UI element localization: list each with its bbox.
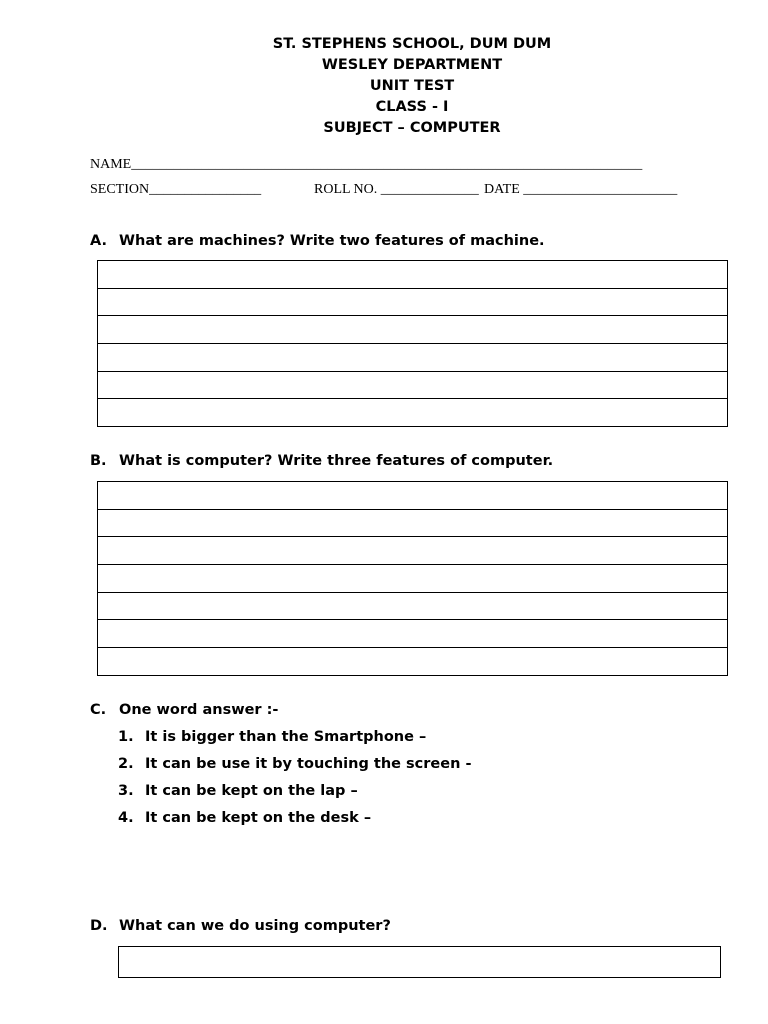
department-name: WESLEY DEPARTMENT bbox=[321, 57, 503, 73]
answer-line[interactable] bbox=[98, 509, 728, 537]
section-field[interactable]: SECTION________________ bbox=[90, 182, 262, 197]
answer-line[interactable] bbox=[98, 344, 728, 372]
answer-line-cell[interactable] bbox=[98, 592, 728, 620]
question-c bbox=[90, 702, 278, 718]
answer-line[interactable] bbox=[98, 316, 728, 344]
question-d-text: What can we do using computer? bbox=[119, 918, 391, 934]
question-b-text: What is computer? Write three features of computer. bbox=[119, 453, 554, 469]
answer-line[interactable] bbox=[98, 371, 728, 399]
date-field[interactable]: DATE ______________________ bbox=[484, 182, 678, 197]
roll-no-field[interactable]: ROLL NO. ______________ bbox=[314, 182, 479, 197]
subject-label: SUBJECT – COMPUTER bbox=[323, 120, 501, 136]
question-c-text: One word answer :- bbox=[119, 702, 279, 718]
question-b bbox=[90, 453, 553, 469]
question-a-text: What are machines? Write two features of machine. bbox=[119, 233, 545, 249]
question-d bbox=[90, 918, 391, 934]
answer-line[interactable] bbox=[98, 399, 728, 427]
answer-lines-b[interactable] bbox=[97, 481, 728, 676]
answer-line[interactable] bbox=[98, 288, 728, 316]
class-label: CLASS - I bbox=[375, 99, 449, 115]
answer-box-d[interactable] bbox=[118, 946, 721, 978]
question-d-letter: D. bbox=[90, 918, 108, 934]
answer-line-cell[interactable] bbox=[98, 261, 728, 289]
answer-line[interactable] bbox=[98, 648, 728, 676]
item-number: 4. bbox=[118, 810, 134, 826]
answer-line-cell[interactable] bbox=[98, 620, 728, 648]
answer-line[interactable] bbox=[98, 537, 728, 565]
answer-line[interactable] bbox=[98, 565, 728, 593]
item-text: It can be kept on the lap – bbox=[145, 783, 358, 799]
question-a bbox=[90, 233, 545, 249]
question-a-letter: A. bbox=[90, 233, 107, 249]
answer-line-cell[interactable] bbox=[98, 344, 728, 372]
answer-line-cell[interactable] bbox=[98, 648, 728, 676]
item-text: It can be use it by touching the screen - bbox=[145, 756, 472, 772]
answer-line[interactable] bbox=[98, 592, 728, 620]
answer-line-cell[interactable] bbox=[98, 399, 728, 427]
answer-line-cell[interactable] bbox=[98, 482, 728, 510]
item-text: It is bigger than the Smartphone – bbox=[145, 729, 427, 745]
answer-line-cell[interactable] bbox=[98, 316, 728, 344]
list-item bbox=[118, 729, 426, 745]
list-item bbox=[118, 810, 371, 826]
answer-line-cell[interactable] bbox=[98, 288, 728, 316]
question-c-letter: C. bbox=[90, 702, 107, 718]
item-text: It can be kept on the desk – bbox=[145, 810, 372, 826]
list-item bbox=[118, 756, 471, 772]
list-item bbox=[118, 783, 358, 799]
item-number: 1. bbox=[118, 729, 134, 745]
answer-line[interactable] bbox=[98, 482, 728, 510]
answer-lines-a[interactable] bbox=[97, 260, 728, 427]
question-b-letter: B. bbox=[90, 453, 107, 469]
answer-line-cell[interactable] bbox=[98, 371, 728, 399]
answer-line-cell[interactable] bbox=[98, 537, 728, 565]
answer-line[interactable] bbox=[98, 261, 728, 289]
answer-line-cell[interactable] bbox=[98, 565, 728, 593]
answer-line-cell[interactable] bbox=[98, 509, 728, 537]
name-field[interactable]: NAME_________________________________________________________________________ bbox=[90, 157, 643, 172]
school-name: ST. STEPHENS SCHOOL, DUM DUM bbox=[272, 36, 552, 52]
item-number: 2. bbox=[118, 756, 134, 772]
answer-line[interactable] bbox=[98, 620, 728, 648]
item-number: 3. bbox=[118, 783, 134, 799]
document-header bbox=[0, 34, 768, 139]
test-title: UNIT TEST bbox=[369, 78, 455, 94]
